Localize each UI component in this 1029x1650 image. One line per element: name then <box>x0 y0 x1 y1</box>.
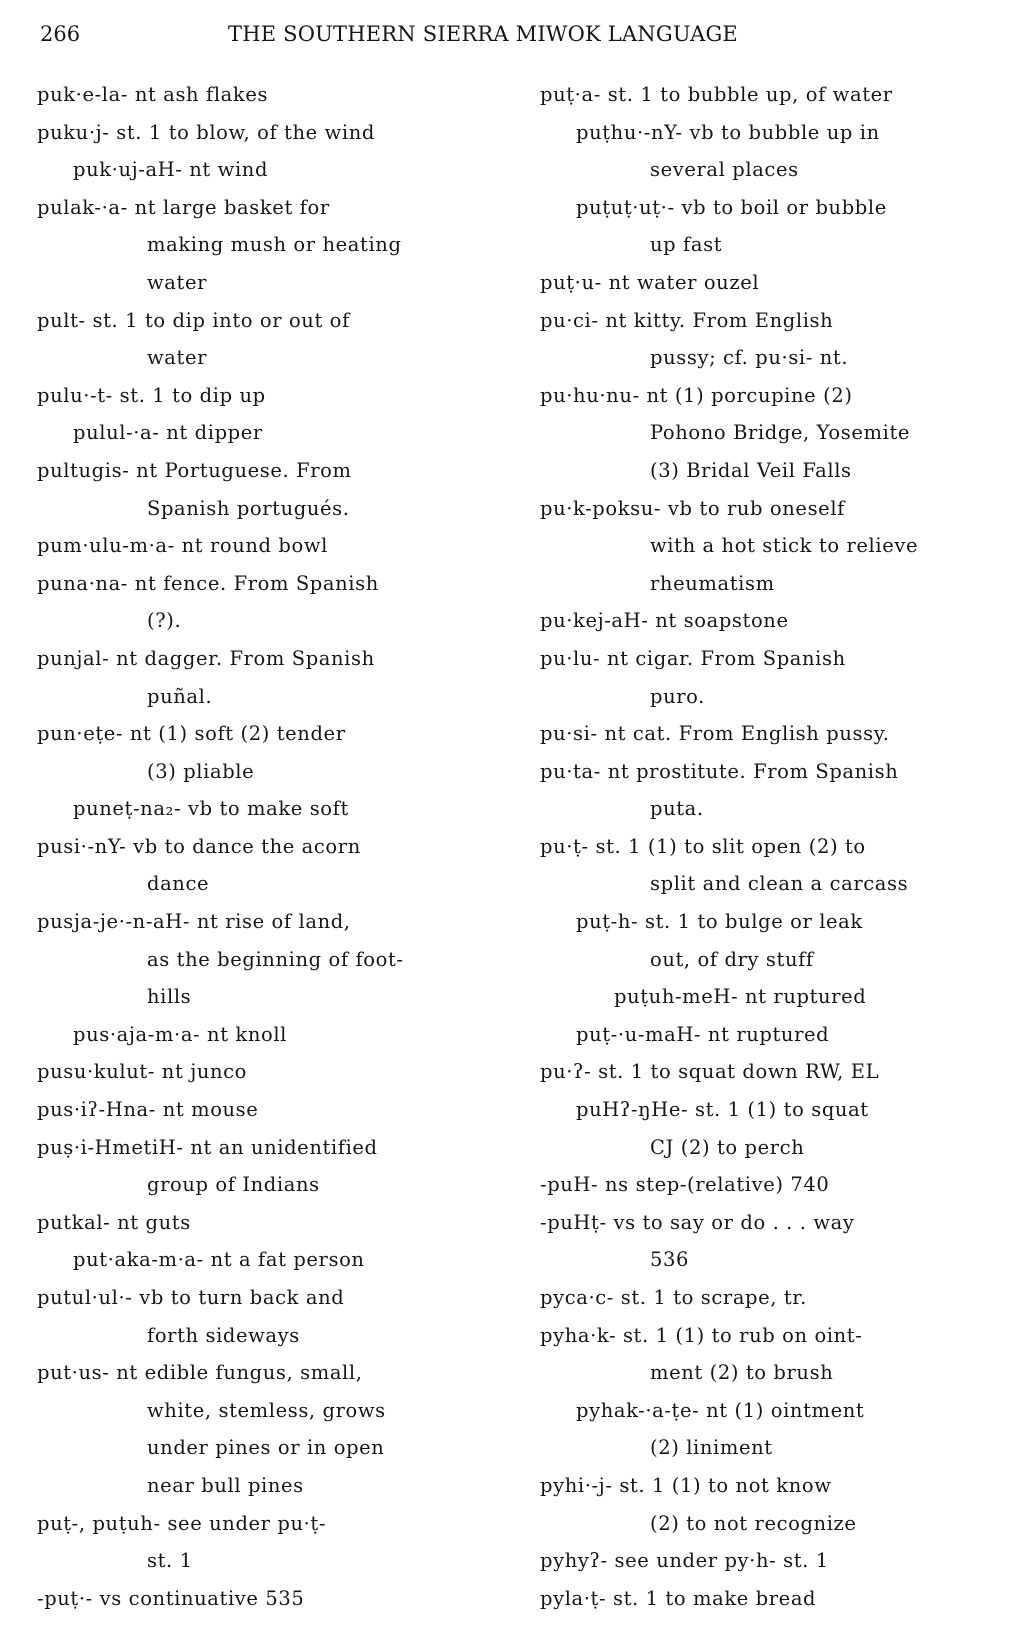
entry-headline: pu·lu- nt cigar. From Spanish <box>540 646 846 670</box>
dictionary-entry <box>540 114 1020 189</box>
dictionary-entry <box>37 828 507 903</box>
dictionary-entry <box>37 1129 507 1204</box>
entry-continuation: (?). <box>147 609 182 633</box>
dictionary-entry <box>37 302 507 377</box>
entry-headline: pu·kej-aH- nt soapstone <box>540 609 789 633</box>
dictionary-entry <box>37 452 507 527</box>
dictionary-entry <box>540 264 1020 302</box>
dictionary-entry <box>37 151 507 189</box>
dictionary-entry <box>540 302 1020 377</box>
dictionary-entry <box>37 377 507 415</box>
entry-continuation: several places <box>650 158 799 182</box>
dictionary-entry <box>540 1204 1020 1279</box>
entry-continuation: (3) Bridal Veil Falls <box>650 458 852 482</box>
dictionary-entry <box>37 565 507 640</box>
entry-headline: puṭ-·u-maH- nt ruptured <box>576 1022 830 1046</box>
entry-headline: pus·aja-m·a- nt knoll <box>73 1022 288 1046</box>
entry-continuation: water <box>147 270 208 294</box>
entry-headline: putkal- nt guts <box>37 1210 191 1234</box>
running-title: THE SOUTHERN SIERRA MIWOK LANGUAGE <box>228 22 738 46</box>
dictionary-entry <box>37 1016 507 1054</box>
dictionary-entry <box>37 790 507 828</box>
dictionary-entry <box>540 715 1020 753</box>
dictionary-entry <box>540 828 1020 903</box>
entry-continuation: under pines or in open <box>147 1436 385 1460</box>
entry-continuation: st. 1 <box>147 1549 193 1573</box>
entry-continuation: hills <box>147 985 192 1009</box>
entry-continuation: forth sideways <box>147 1323 300 1347</box>
dictionary-entry <box>37 715 507 790</box>
dictionary-entry <box>37 414 507 452</box>
entry-headline: pu·k-poksu- vb to rub oneself <box>540 496 845 520</box>
entry-continuation: near bull pines <box>147 1473 304 1497</box>
entry-headline: pyla·ṭ- st. 1 to make bread <box>540 1586 817 1610</box>
entry-headline: pu·hu·nu- nt (1) porcupine (2) <box>540 383 853 407</box>
entry-continuation: group of Indians <box>147 1173 320 1197</box>
entry-headline: pult- st. 1 to dip into or out of <box>37 308 350 332</box>
dictionary-entry <box>540 1053 1020 1091</box>
entry-continuation: water <box>147 346 208 370</box>
dictionary-entry <box>37 527 507 565</box>
dictionary-entry <box>37 640 507 715</box>
entry-headline: pusja-je·-n-aH- nt rise of land, <box>37 910 351 934</box>
dictionary-entry <box>540 1016 1020 1054</box>
entry-headline: pu·si- nt cat. From English pussy. <box>540 722 890 746</box>
entry-continuation: CJ (2) to perch <box>650 1135 805 1159</box>
dictionary-entry <box>37 114 507 152</box>
entry-headline: puṭuṭ·uṭ·- vb to boil or bubble <box>576 195 887 219</box>
entry-continuation: (2) to not recognize <box>650 1511 857 1535</box>
dictionary-entry <box>540 602 1020 640</box>
entry-headline: puṭ·a- st. 1 to bubble up, of water <box>540 83 893 106</box>
entry-headline: pu·ʔ- st. 1 to squat down RW, EL <box>540 1060 880 1084</box>
entry-continuation: Spanish portugués. <box>147 496 350 520</box>
entry-headline: puṭuh-meH- nt ruptured <box>614 985 867 1009</box>
entry-headline: -puṭ·- vs continuative 535 <box>37 1586 305 1610</box>
dictionary-entry <box>37 1354 507 1504</box>
dictionary-entry <box>540 1166 1020 1204</box>
dictionary-entry <box>540 1580 1020 1618</box>
entry-continuation: (2) liniment <box>650 1436 773 1460</box>
entry-headline: puk·uj-aH- nt wind <box>73 158 269 182</box>
entry-headline: -puH- ns step-(relative) 740 <box>540 1173 830 1197</box>
dictionary-entry <box>37 1505 507 1580</box>
dictionary-entry <box>540 1392 1020 1467</box>
dictionary-entry <box>37 1241 507 1279</box>
dictionary-entry <box>540 1467 1020 1542</box>
dictionary-entry <box>540 1317 1020 1392</box>
dictionary-entry <box>540 1279 1020 1317</box>
entry-continuation: puñal. <box>147 684 213 708</box>
dictionary-entry <box>37 1580 507 1618</box>
entry-headline: pyha·k- st. 1 (1) to rub on oint- <box>540 1323 863 1347</box>
entry-continuation: puta. <box>650 797 704 821</box>
page-header <box>40 22 1000 54</box>
entry-headline: pusi·-nY- vb to dance the acorn <box>37 834 361 858</box>
dictionary-entry <box>540 377 1020 490</box>
entry-headline: putul·ul·- vb to turn back and <box>37 1286 345 1309</box>
entry-headline: pulak-·a- nt large basket for <box>37 195 330 219</box>
dictionary-entry <box>540 1542 1020 1580</box>
dictionary-entry <box>37 76 507 114</box>
entry-headline: pu·ṭ- st. 1 (1) to slit open (2) to <box>540 834 866 858</box>
entry-headline: put·aka-m·a- nt a fat person <box>73 1248 365 1272</box>
dictionary-entry <box>540 640 1020 715</box>
entry-headline: pyhi·-j- st. 1 (1) to not know <box>540 1473 832 1497</box>
entry-headline: puṣ·i-HmetiH- nt an unidentified <box>37 1135 378 1159</box>
entry-headline: puṭ-, puṭuh- see under pu·ṭ- <box>37 1511 327 1535</box>
entry-continuation: as the beginning of foot- <box>147 947 404 971</box>
entry-headline: pu·ci- nt kitty. From English <box>540 308 834 332</box>
entry-continuation: out, of dry stuff <box>650 947 814 971</box>
dictionary-entry <box>540 978 1020 1016</box>
entry-headline: puṭ·u- nt water ouzel <box>540 270 760 294</box>
entry-headline: puna·na- nt fence. From Spanish <box>37 571 379 595</box>
dictionary-entry <box>37 1053 507 1091</box>
entry-headline: -puHṭ- vs to say or do . . . way <box>540 1210 855 1234</box>
entry-headline: puk·e-la- nt ash flakes <box>37 83 269 106</box>
entry-headline: pyca·c- st. 1 to scrape, tr. <box>540 1286 807 1309</box>
dictionary-entry <box>540 490 1020 603</box>
entry-headline: pyhyʔ- see under py·h- st. 1 <box>540 1549 829 1573</box>
entry-headline: pulul-·a- nt dipper <box>73 421 263 445</box>
entry-continuation: white, stemless, grows <box>147 1398 386 1422</box>
entry-headline: puku·j- st. 1 to blow, of the wind <box>37 120 375 144</box>
entry-continuation: Pohono Bridge, Yosemite <box>650 421 911 445</box>
entry-continuation: up fast <box>650 233 723 257</box>
dictionary-entry <box>540 753 1020 828</box>
dictionary-entry <box>37 1091 507 1129</box>
entry-continuation: pussy; cf. pu·si- nt. <box>650 346 849 370</box>
entry-headline: pum·ulu-m·a- nt round bowl <box>37 534 328 558</box>
entry-headline: punjal- nt dagger. From Spanish <box>37 646 375 670</box>
entry-headline: pulu·-t- st. 1 to dip up <box>37 383 266 407</box>
entry-headline: puHʔ-ŋHe- st. 1 (1) to squat <box>576 1098 869 1122</box>
entry-headline: puṭhu·-nY- vb to bubble up in <box>576 120 880 144</box>
dictionary-entry <box>37 1279 507 1354</box>
entry-continuation: dance <box>147 872 210 896</box>
dictionary-entry <box>540 1091 1020 1166</box>
left-column <box>37 76 507 1617</box>
page-number: 266 <box>40 22 81 46</box>
entry-continuation: puro. <box>650 684 705 708</box>
dictionary-entry <box>37 1204 507 1242</box>
entry-continuation: making mush or heating <box>147 233 402 257</box>
entry-headline: pun·eṭe- nt (1) soft (2) tender <box>37 722 346 746</box>
dictionary-entry <box>37 903 507 1016</box>
right-column <box>540 76 1020 1617</box>
dictionary-entry <box>540 189 1020 264</box>
entry-headline: puṭ-h- st. 1 to bulge or leak <box>576 910 863 934</box>
entry-headline: put·us- nt edible fungus, small, <box>37 1361 363 1385</box>
entry-headline: pyhak-·a-ṭe- nt (1) ointment <box>576 1398 865 1422</box>
entry-continuation: rheumatism <box>650 571 775 595</box>
entry-continuation: split and clean a carcass <box>650 872 909 896</box>
entry-continuation: (3) pliable <box>147 759 255 783</box>
entry-continuation: ment (2) to brush <box>650 1361 834 1385</box>
entry-headline: pusu·kulut- nt junco <box>37 1060 248 1084</box>
dictionary-entry <box>540 903 1020 978</box>
dictionary-entry <box>540 76 1020 114</box>
entry-headline: puneṭ-na₂- vb to make soft <box>73 797 349 821</box>
entry-headline: pus·iʔ-Hna- nt mouse <box>37 1098 259 1122</box>
dictionary-entry <box>37 189 507 302</box>
entry-headline: pultugis- nt Portuguese. From <box>37 458 352 482</box>
entry-continuation: 536 <box>650 1248 690 1272</box>
entry-headline: pu·ta- nt prostitute. From Spanish <box>540 759 899 783</box>
entry-continuation: with a hot stick to relieve <box>650 534 919 558</box>
